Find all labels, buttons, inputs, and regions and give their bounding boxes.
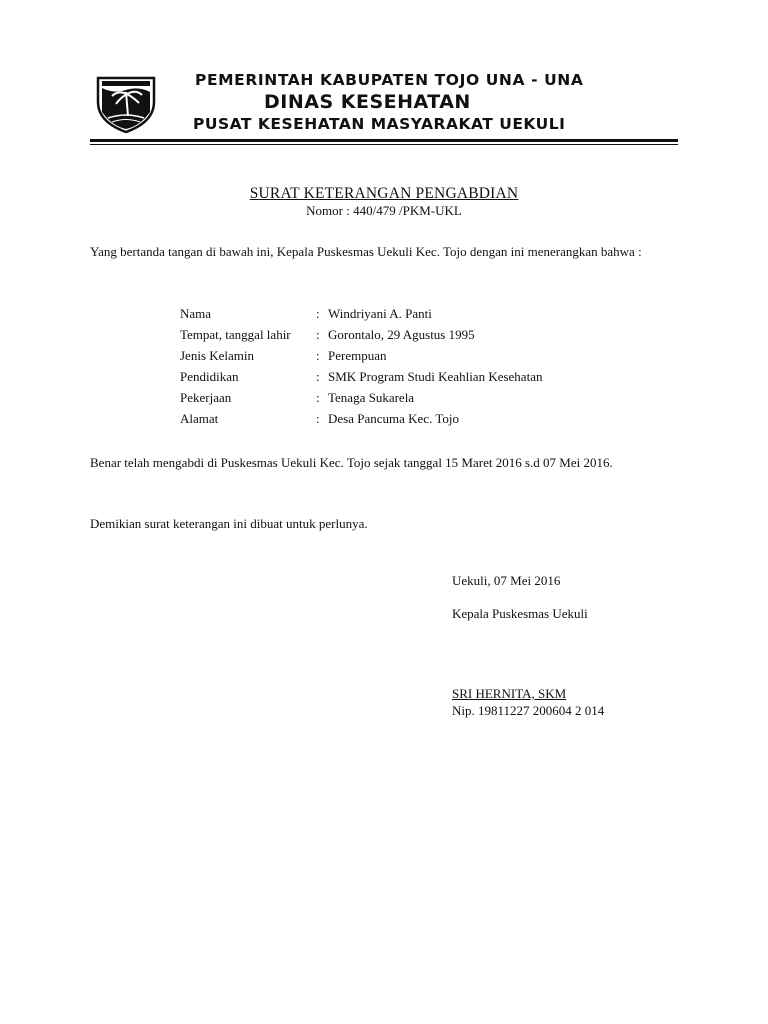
regency-emblem-icon bbox=[94, 72, 158, 134]
identity-row bbox=[180, 324, 542, 345]
signature-place-date: Uekuli, 07 Mei 2016 bbox=[452, 573, 561, 588]
document-number: Nomor : 440/479 /PKM-UKL bbox=[306, 203, 462, 218]
closing-sentence: Demikian surat keterangan ini dibuat untuk perlunya. bbox=[90, 516, 368, 531]
identity-row bbox=[180, 366, 542, 387]
identity-row bbox=[180, 345, 542, 366]
signatory-nip: Nip. 19811227 200604 2 014 bbox=[452, 703, 605, 718]
signature-position: Kepala Puskesmas Uekuli bbox=[452, 606, 588, 621]
identity-colon: : bbox=[316, 306, 320, 321]
identity-row bbox=[180, 303, 542, 324]
identity-colon: : bbox=[316, 411, 320, 426]
identity-value: SMK Program Studi Keahlian Kesehatan bbox=[328, 369, 543, 384]
letterhead-agency: DINAS KESEHATAN bbox=[264, 91, 471, 113]
identity-details bbox=[180, 303, 542, 429]
identity-colon: : bbox=[316, 348, 320, 363]
identity-row bbox=[180, 387, 542, 408]
letterhead-divider-thin bbox=[90, 144, 678, 145]
identity-label: Pendidikan bbox=[180, 369, 239, 384]
identity-label: Nama bbox=[180, 306, 212, 321]
service-statement: Benar telah mengabdi di Puskesmas Uekuli Kec. Tojo sejak tanggal 15 Maret 2016 s.d 07 Mei 2016. bbox=[90, 455, 613, 470]
identity-colon: : bbox=[316, 390, 320, 405]
opening-paragraph: Yang bertanda tangan di bawah ini, Kepala Puskesmas Uekuli Kec. Tojo dengan ini menerangkan bahwa : bbox=[90, 244, 642, 259]
identity-label: Jenis Kelamin bbox=[180, 348, 255, 363]
identity-label: Alamat bbox=[180, 411, 219, 426]
signatory-name: SRI HERNITA, SKM bbox=[452, 686, 567, 701]
identity-label: Pekerjaan bbox=[180, 390, 232, 405]
identity-value: Gorontalo, 29 Agustus 1995 bbox=[328, 327, 475, 342]
identity-value: Tenaga Sukarela bbox=[328, 390, 415, 405]
identity-colon: : bbox=[316, 369, 320, 384]
letterhead-government: PEMERINTAH KABUPATEN TOJO UNA - UNA bbox=[195, 71, 584, 89]
letterhead-office: PUSAT KESEHATAN MASYARAKAT UEKULI bbox=[193, 115, 566, 133]
identity-value: Perempuan bbox=[328, 348, 387, 363]
identity-value: Windriyani A. Panti bbox=[328, 306, 432, 321]
letterhead-divider-thick bbox=[90, 139, 678, 142]
identity-row bbox=[180, 408, 542, 429]
document-title: SURAT KETERANGAN PENGABDIAN bbox=[249, 185, 519, 202]
identity-colon: : bbox=[316, 327, 320, 342]
identity-label: Tempat, tanggal lahir bbox=[180, 327, 291, 342]
identity-value: Desa Pancuma Kec. Tojo bbox=[328, 411, 459, 426]
